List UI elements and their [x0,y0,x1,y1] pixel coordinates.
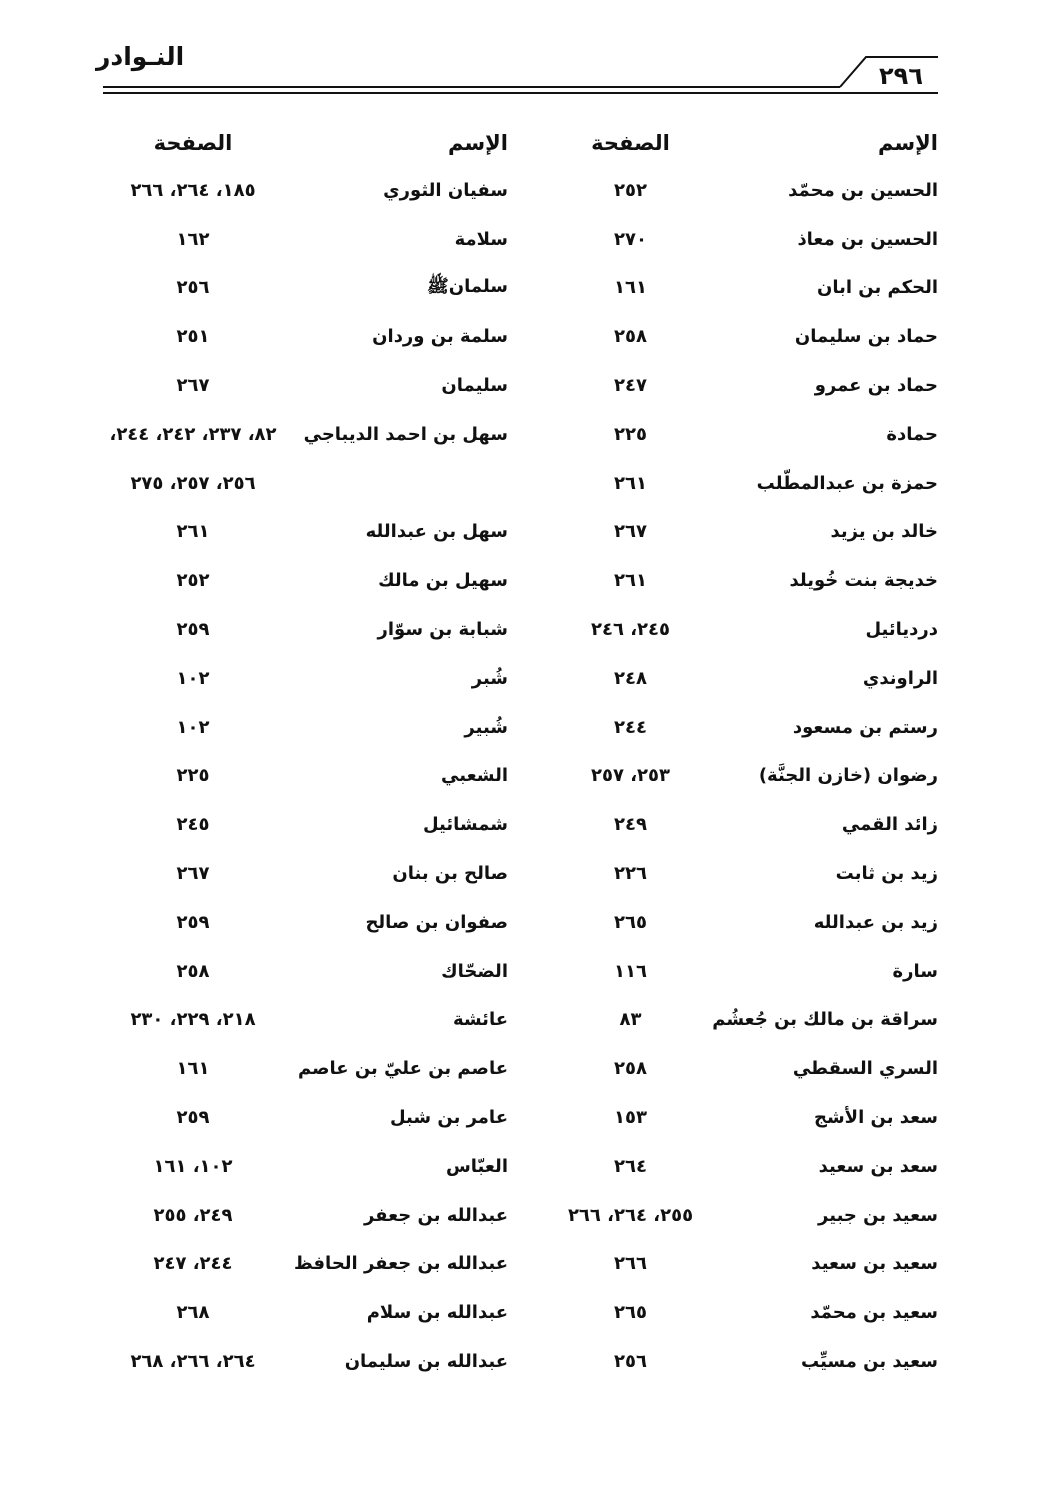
entry-pages: ٢٤٤ [614,716,647,738]
index-entry [90,605,510,654]
entry-name: شُبير [464,716,508,738]
entry-name: خديجة بنت خُويلد [789,570,938,592]
entry-name: درديائيل [865,619,938,641]
entry-pages: ٢٦٧ [614,521,647,543]
index-entry [90,1288,510,1337]
index-entry [520,947,940,996]
entry-pages: ١٥٣ [614,1107,647,1129]
entry-name: عامر بن شبل [389,1107,508,1129]
index-entry [520,1191,940,1240]
index-entry [520,410,940,459]
index-entry [520,1093,940,1142]
entry-name: عبدالله بن سليمان [344,1351,508,1373]
index-entry [520,996,940,1045]
entry-name: سهل بن عبدالله [365,521,508,543]
column-header-row [90,120,510,166]
entry-pages: ٢٥٦ [614,1351,647,1373]
entry-pages: ٢٤٧ [614,375,647,397]
entry-name: سعيد بن محمّد [810,1302,938,1324]
index-entry [90,508,510,557]
entry-name: شمشائيل [422,814,508,836]
entry-pages: ٢٤٤، ٢٤٧ [153,1253,233,1275]
entry-name: خالد بن يزيد [830,521,938,543]
entry-name: سارة [892,960,938,982]
entry-name: سليمان [441,375,508,397]
entry-name: السري السقطي [792,1058,938,1080]
index-entry [90,800,510,849]
entry-pages: ٢٤٩ [614,814,647,836]
entry-name: الحكم بن ابان [816,277,938,299]
entry-name: سفيان الثوري [383,179,508,201]
index-entry [520,752,940,801]
entry-name: صفوان بن صالح [365,911,508,933]
entry-name: الشعبي [441,765,508,787]
entry-name: عبدالله بن جعفر الحافظ [294,1253,508,1275]
entry-name: حماد بن عمرو [814,375,938,397]
index-entry [520,654,940,703]
header-rule [0,0,1041,110]
entry-name: رضوان (خازن الجنَّة) [758,765,938,787]
index-entry [90,1337,510,1386]
entry-pages: ٢٦١ [614,472,647,494]
entry-name: زيد بن ثابت [835,863,938,885]
page-column-header: الصفحة [591,131,670,155]
entry-pages: ٢٥٩ [176,619,210,641]
entry-pages: ٢٢٥ [614,423,647,445]
index-entry [90,947,510,996]
entry-pages: ١٠٢ [176,716,210,738]
index-entry [520,605,940,654]
entry-name: سلامة [454,228,508,250]
index-entry [90,459,510,508]
entry-pages: ٢٥٢ [176,570,210,592]
entry-pages: ١٠٢، ١٦١ [153,1155,233,1177]
entry-pages: ٢٦٥ [614,1302,647,1324]
index-entry [90,410,510,459]
index-entry [90,703,510,752]
entry-name: عائشة [452,1009,508,1031]
entry-name: شبابة بن سوّار [377,619,508,641]
entry-pages: ٢٥٢ [614,179,647,201]
entry-pages: ٢٥٦ [176,277,210,299]
index-entry [90,312,510,361]
name-column-header: الإسم [878,131,938,155]
entry-pages: ٢٦٤ [614,1155,647,1177]
index-column-right [520,120,940,1386]
entry-name: سعد بن الأشج [814,1107,938,1129]
entry-name: الضحّاك [441,960,508,982]
entry-name: عبدالله بن جعفر [363,1204,508,1226]
index-entry [90,654,510,703]
index-entry [520,1240,940,1289]
index-entry [90,215,510,264]
entry-name: الحسين بن معاذ [797,228,938,250]
index-entry [90,996,510,1045]
index-entry [520,556,940,605]
index-entry [520,1337,940,1386]
column-header-row [520,120,940,166]
index-entry [90,1191,510,1240]
entry-name: العبّاس [445,1155,508,1177]
entry-pages: ١٦٢ [176,228,210,250]
entry-pages: ٢٦٨ [176,1302,210,1324]
entry-name: سعد بن سعيد [818,1155,938,1177]
entry-pages: ٢٥٣، ٢٥٧ [590,765,671,787]
entry-name: سراقة بن مالك بن جُعشُم [712,1009,938,1031]
name-column-header: الإسم [448,131,508,155]
page-column-header: الصفحة [153,131,233,155]
index-entry [520,312,940,361]
entry-pages: ٢٦٤، ٢٦٦، ٢٦٨ [130,1351,256,1373]
index-entry [90,1240,510,1289]
entry-name: عاصم بن عليّ بن عاصم [298,1058,508,1080]
index-entry [520,361,940,410]
index-entry [90,1093,510,1142]
index-entry [520,264,940,313]
entry-name: سلمة بن وردان [372,326,508,348]
entry-pages: ١٨٥، ٢٦٤، ٢٦٦ [130,179,256,201]
entry-pages: ٢٦٧ [176,375,210,397]
entry-pages: ٨٢، ٢٣٧، ٢٤٢، ٢٤٤، [109,423,277,445]
entry-name: سعيد بن جبير [818,1204,938,1226]
index-entry [520,1288,940,1337]
index-entry [520,898,940,947]
index-entry [90,898,510,947]
index-entry [520,1044,940,1093]
index-entry [520,459,940,508]
entry-pages: ٢٤٥، ٢٤٦ [590,619,671,641]
entry-name: صالح بن بنان [392,863,508,885]
entry-pages: ٢٥٩ [176,911,210,933]
entry-pages: ٢٢٥ [176,765,210,787]
index-entry [90,752,510,801]
index-entry [90,1044,510,1093]
entry-pages: ٢٢٦ [614,863,647,885]
entry-pages: ٢٤٥ [176,814,210,836]
entry-pages: ٢٥٨ [176,960,210,982]
entry-pages: ٢٤٨ [614,667,647,689]
entry-name: سهل بن احمد الديباجي [303,423,508,445]
index-entry [90,166,510,215]
entry-name: سعيد بن مسيِّب [801,1351,938,1373]
index-entry [90,849,510,898]
index-entry [520,849,940,898]
entry-name: رستم بن مسعود [792,716,938,738]
entry-pages: ٢٥٩ [176,1107,210,1129]
entry-pages: ٢٥٨ [614,326,647,348]
entry-pages: ٢٥٨ [614,1058,647,1080]
entry-pages: ٢٦١ [176,521,210,543]
index-entry [520,703,940,752]
entry-pages: ٢١٨، ٢٢٩، ٢٣٠ [130,1009,256,1031]
index-entry [90,361,510,410]
index-entry [90,556,510,605]
entry-pages: ٢٥١ [176,326,210,348]
entry-name: حمادة [886,423,938,445]
entry-pages: ٢٤٩، ٢٥٥ [153,1204,233,1226]
page-header [0,0,1041,110]
entry-name: عبدالله بن سلام [366,1302,508,1324]
entry-name: زائد القمي [841,814,938,836]
entry-pages: ٨٣ [619,1009,642,1031]
index-entry [520,1142,940,1191]
running-title: النـوادر [96,42,185,71]
entry-name: الحسين بن محمّد [788,179,938,201]
entry-name: حماد بن سليمان [794,326,938,348]
index-entry [90,264,510,313]
entry-pages: ١٦١ [176,1058,210,1080]
entry-pages: ٢٥٥، ٢٦٤، ٢٦٦ [567,1204,694,1226]
entry-pages: ٢٦٥ [614,911,647,933]
index-column-left [90,120,510,1386]
index-entry [90,1142,510,1191]
entry-pages: ٢٦٧ [176,863,210,885]
entry-name: حمزة بن عبدالمطّلب [756,472,938,494]
entry-pages: ٢٥٦، ٢٥٧، ٢٧٥ [130,472,256,494]
entry-pages: ٢٦٦ [614,1253,647,1275]
page-number: ٢٩٦ [879,62,923,90]
entry-pages: ١٠٢ [176,667,210,689]
entry-pages: ٢٦١ [614,570,647,592]
entry-pages: ١١٦ [614,960,647,982]
index-entry [520,508,940,557]
index-entry [520,166,940,215]
entry-name: الراوندي [862,667,938,689]
entry-name: سلمانﷺ [427,275,508,297]
entry-pages: ٢٧٠ [614,228,647,250]
entry-name: زيد بن عبدالله [813,911,938,933]
index-entry [520,800,940,849]
index-entry [520,215,940,264]
entry-name: سعيد بن سعيد [811,1253,938,1275]
entry-name: سهيل بن مالك [378,570,508,592]
entry-name: شُبر [471,667,508,689]
entry-pages: ١٦١ [614,277,647,299]
